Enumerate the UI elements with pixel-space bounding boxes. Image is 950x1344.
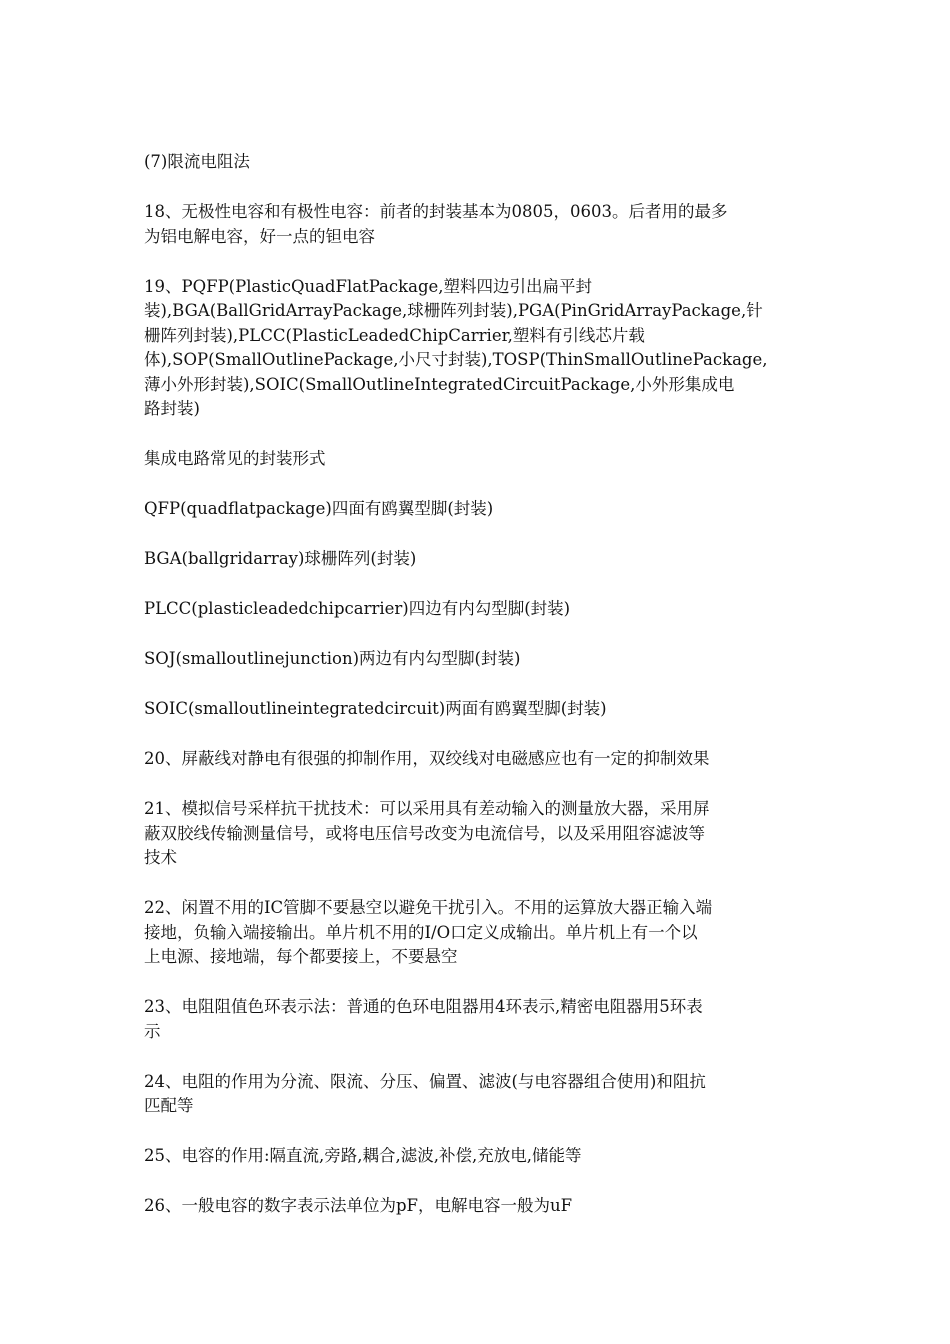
- text-line: SOJ(smalloutlinejunction)两边有内勾型脚(封装): [144, 649, 521, 668]
- paragraph: [144, 1070, 806, 1119]
- text-line: 25、电容的作用:隔直流,旁路,耦合,滤波,补偿,充放电,储能等: [144, 1146, 582, 1165]
- text-line: 24、电阻的作用为分流、限流、分压、偏置、滤波(与电容器组合使用)和阻抗: [144, 1071, 706, 1091]
- text-line: (7)限流电阻法: [144, 152, 250, 171]
- text-line: 栅阵列封装),PLCC(PlasticLeadedChipCarrier,塑料有引线芯片载: [144, 325, 645, 345]
- text-line: PLCC(plasticleadedchipcarrier)四边有内勾型脚(封装): [144, 599, 571, 618]
- text-line: 技术: [144, 848, 177, 867]
- paragraph: [144, 747, 806, 772]
- paragraph: [144, 697, 806, 722]
- paragraph: [144, 547, 806, 572]
- paragraph: [144, 150, 806, 175]
- paragraph: [144, 597, 806, 622]
- document-page: [144, 150, 806, 1244]
- paragraph: [144, 647, 806, 672]
- text-line: 薄小外形封装),SOIC(SmallOutlineIntegratedCircuitPackage,小外形集成电: [144, 374, 735, 394]
- text-line: 19、PQFP(PlasticQuadFlatPackage,塑料四边引出扁平封: [144, 276, 593, 296]
- paragraph: [144, 200, 806, 249]
- text-line: 为铝电解电容，好一点的钽电容: [144, 226, 375, 246]
- text-line: 示: [144, 1021, 161, 1041]
- text-line: BGA(ballgridarray)球栅阵列(封装): [144, 549, 417, 568]
- text-line: 接地，负输入端接输出。单片机不用的I/O口定义成输出。单片机上有一个以: [144, 922, 698, 942]
- text-line: 22、闲置不用的IC管脚不要悬空以避免干扰引入。不用的运算放大器正输入端: [144, 898, 713, 917]
- text-line: 装),BGA(BallGridArrayPackage,球栅阵列封装),PGA(PinGridArrayPackage,针: [144, 301, 763, 320]
- paragraph: [144, 497, 806, 522]
- text-line: 体),SOP(SmallOutlinePackage,小尺寸封装),TOSP(ThinSmallOutlinePackage,: [144, 350, 768, 369]
- paragraph: [144, 896, 806, 970]
- text-line: SOIC(smalloutlineintegratedcircuit)两面有鸥翼型脚(封装): [144, 699, 607, 718]
- text-line: 18、无极性电容和有极性电容：前者的封装基本为0805，0603。后者用的最多: [144, 202, 728, 221]
- text-line: 上电源、接地端，每个都要接上，不要悬空: [144, 947, 458, 966]
- text-line: 20、屏蔽线对静电有很强的抑制作用，双绞线对电磁感应也有一定的抑制效果: [144, 749, 710, 768]
- paragraph: [144, 447, 806, 472]
- text-line: 23、电阻阻值色环表示法：普通的色环电阻器用4环表示,精密电阻器用5环表: [144, 997, 703, 1016]
- paragraph: [144, 275, 806, 422]
- paragraph: [144, 1194, 806, 1219]
- text-line: 21、模拟信号采样抗干扰技术：可以采用具有差动输入的测量放大器，采用屏: [144, 799, 710, 818]
- text-line: 蔽双胶线传输测量信号，或将电压信号改变为电流信号，以及采用阻容滤波等: [144, 823, 705, 843]
- text-line: 集成电路常见的封装形式: [144, 449, 326, 468]
- text-line: 26、一般电容的数字表示法单位为pF，电解电容一般为uF: [144, 1196, 573, 1215]
- text-line: QFP(quadflatpackage)四面有鸥翼型脚(封装): [144, 499, 494, 518]
- text-line: 路封装): [144, 399, 200, 418]
- paragraph: [144, 995, 806, 1044]
- paragraph: [144, 797, 806, 871]
- paragraph: [144, 1144, 806, 1169]
- text-line: 匹配等: [144, 1096, 194, 1115]
